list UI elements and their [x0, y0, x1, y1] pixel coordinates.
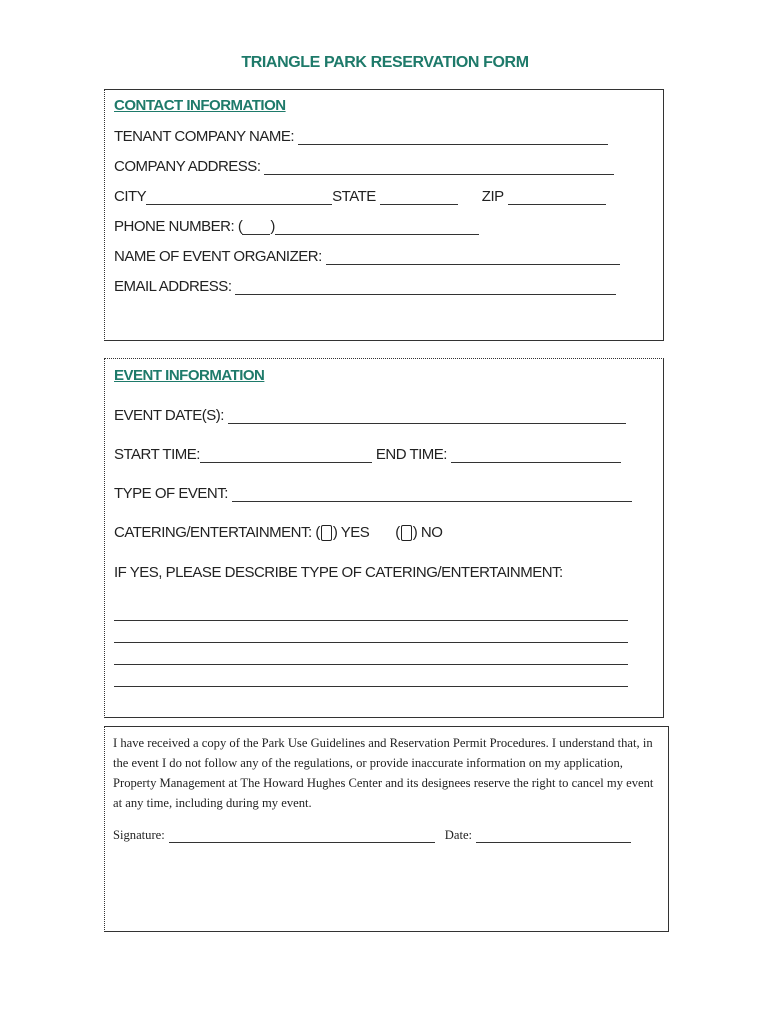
acknowledgement-text: I have received a copy of the Park Use Guidelines and Reservation Permit Procedures. I understand that, in the event I do not follow any of the regulations, or provide inaccurate information on my application, Property Management at The Howard Hughes Center and its designees reserve the right to cancel my event at any time, including during my event. [113, 736, 654, 810]
signature-row [113, 828, 631, 843]
date-field[interactable] [476, 831, 631, 843]
type-label: TYPE OF EVENT: [114, 485, 228, 502]
contact-section [104, 89, 664, 341]
organizer-row [114, 248, 620, 265]
catering-row [114, 524, 442, 541]
dates-row [114, 407, 626, 424]
start-label: START TIME: [114, 446, 200, 463]
date-label: Date: [444, 828, 473, 842]
times-row [114, 446, 621, 463]
signature-field[interactable] [169, 831, 435, 843]
zip-field[interactable] [508, 190, 606, 205]
event-dates-field[interactable] [228, 409, 626, 424]
email-label: EMAIL ADDRESS: [114, 278, 232, 295]
end-label: END TIME: [375, 446, 447, 463]
event-section [104, 358, 664, 718]
no-open-paren: ( [395, 524, 400, 541]
email-address-field[interactable] [235, 280, 616, 295]
catering-label: CATERING/ENTERTAINMENT: ( [114, 524, 320, 541]
event-heading: EVENT INFORMATION [114, 367, 265, 384]
start-time-field[interactable] [200, 448, 372, 463]
no-label: ) NO [412, 524, 443, 541]
phone-row [114, 218, 479, 235]
email-row [114, 278, 616, 295]
catering-yes-checkbox[interactable] [321, 525, 332, 541]
type-row [114, 485, 632, 502]
organizer-label: NAME OF EVENT ORGANIZER: [114, 248, 322, 265]
state-field[interactable] [380, 190, 458, 205]
phone-label: PHONE NUMBER: ( [114, 218, 243, 235]
company-address-field[interactable] [264, 160, 614, 175]
phone-number-field[interactable] [275, 220, 479, 235]
catering-description-line-1[interactable] [114, 620, 628, 621]
describe-row [114, 564, 563, 581]
address-label: COMPANY ADDRESS: [114, 158, 261, 175]
catering-description-line-2[interactable] [114, 642, 628, 643]
tenant-row [114, 128, 608, 145]
catering-description-line-4[interactable] [114, 686, 628, 687]
yes-label: ) YES [332, 524, 370, 541]
zip-label: ZIP [481, 188, 504, 205]
end-time-field[interactable] [451, 448, 621, 463]
city-label: CITY [114, 188, 147, 205]
catering-description-line-3[interactable] [114, 664, 628, 665]
area-code-field[interactable] [242, 220, 270, 235]
signature-label: Signature: [113, 828, 165, 842]
city-field[interactable] [146, 190, 332, 205]
city-state-zip-row [114, 188, 606, 205]
catering-no-checkbox[interactable] [401, 525, 412, 541]
event-organizer-field[interactable] [326, 250, 620, 265]
acknowledgement-section [104, 726, 669, 932]
contact-heading: CONTACT INFORMATION [114, 97, 286, 114]
phone-paren: ) [270, 218, 275, 235]
form-title: TRIANGLE PARK RESERVATION FORM [241, 54, 529, 71]
dates-label: EVENT DATE(S): [114, 407, 224, 424]
tenant-company-name-field[interactable] [298, 130, 608, 145]
state-label: STATE [332, 188, 376, 205]
address-row [114, 158, 614, 175]
describe-label: IF YES, PLEASE DESCRIBE TYPE OF CATERING/ENTERTAINMENT: [114, 564, 563, 581]
tenant-label: TENANT COMPANY NAME: [114, 128, 295, 145]
type-of-event-field[interactable] [232, 487, 632, 502]
